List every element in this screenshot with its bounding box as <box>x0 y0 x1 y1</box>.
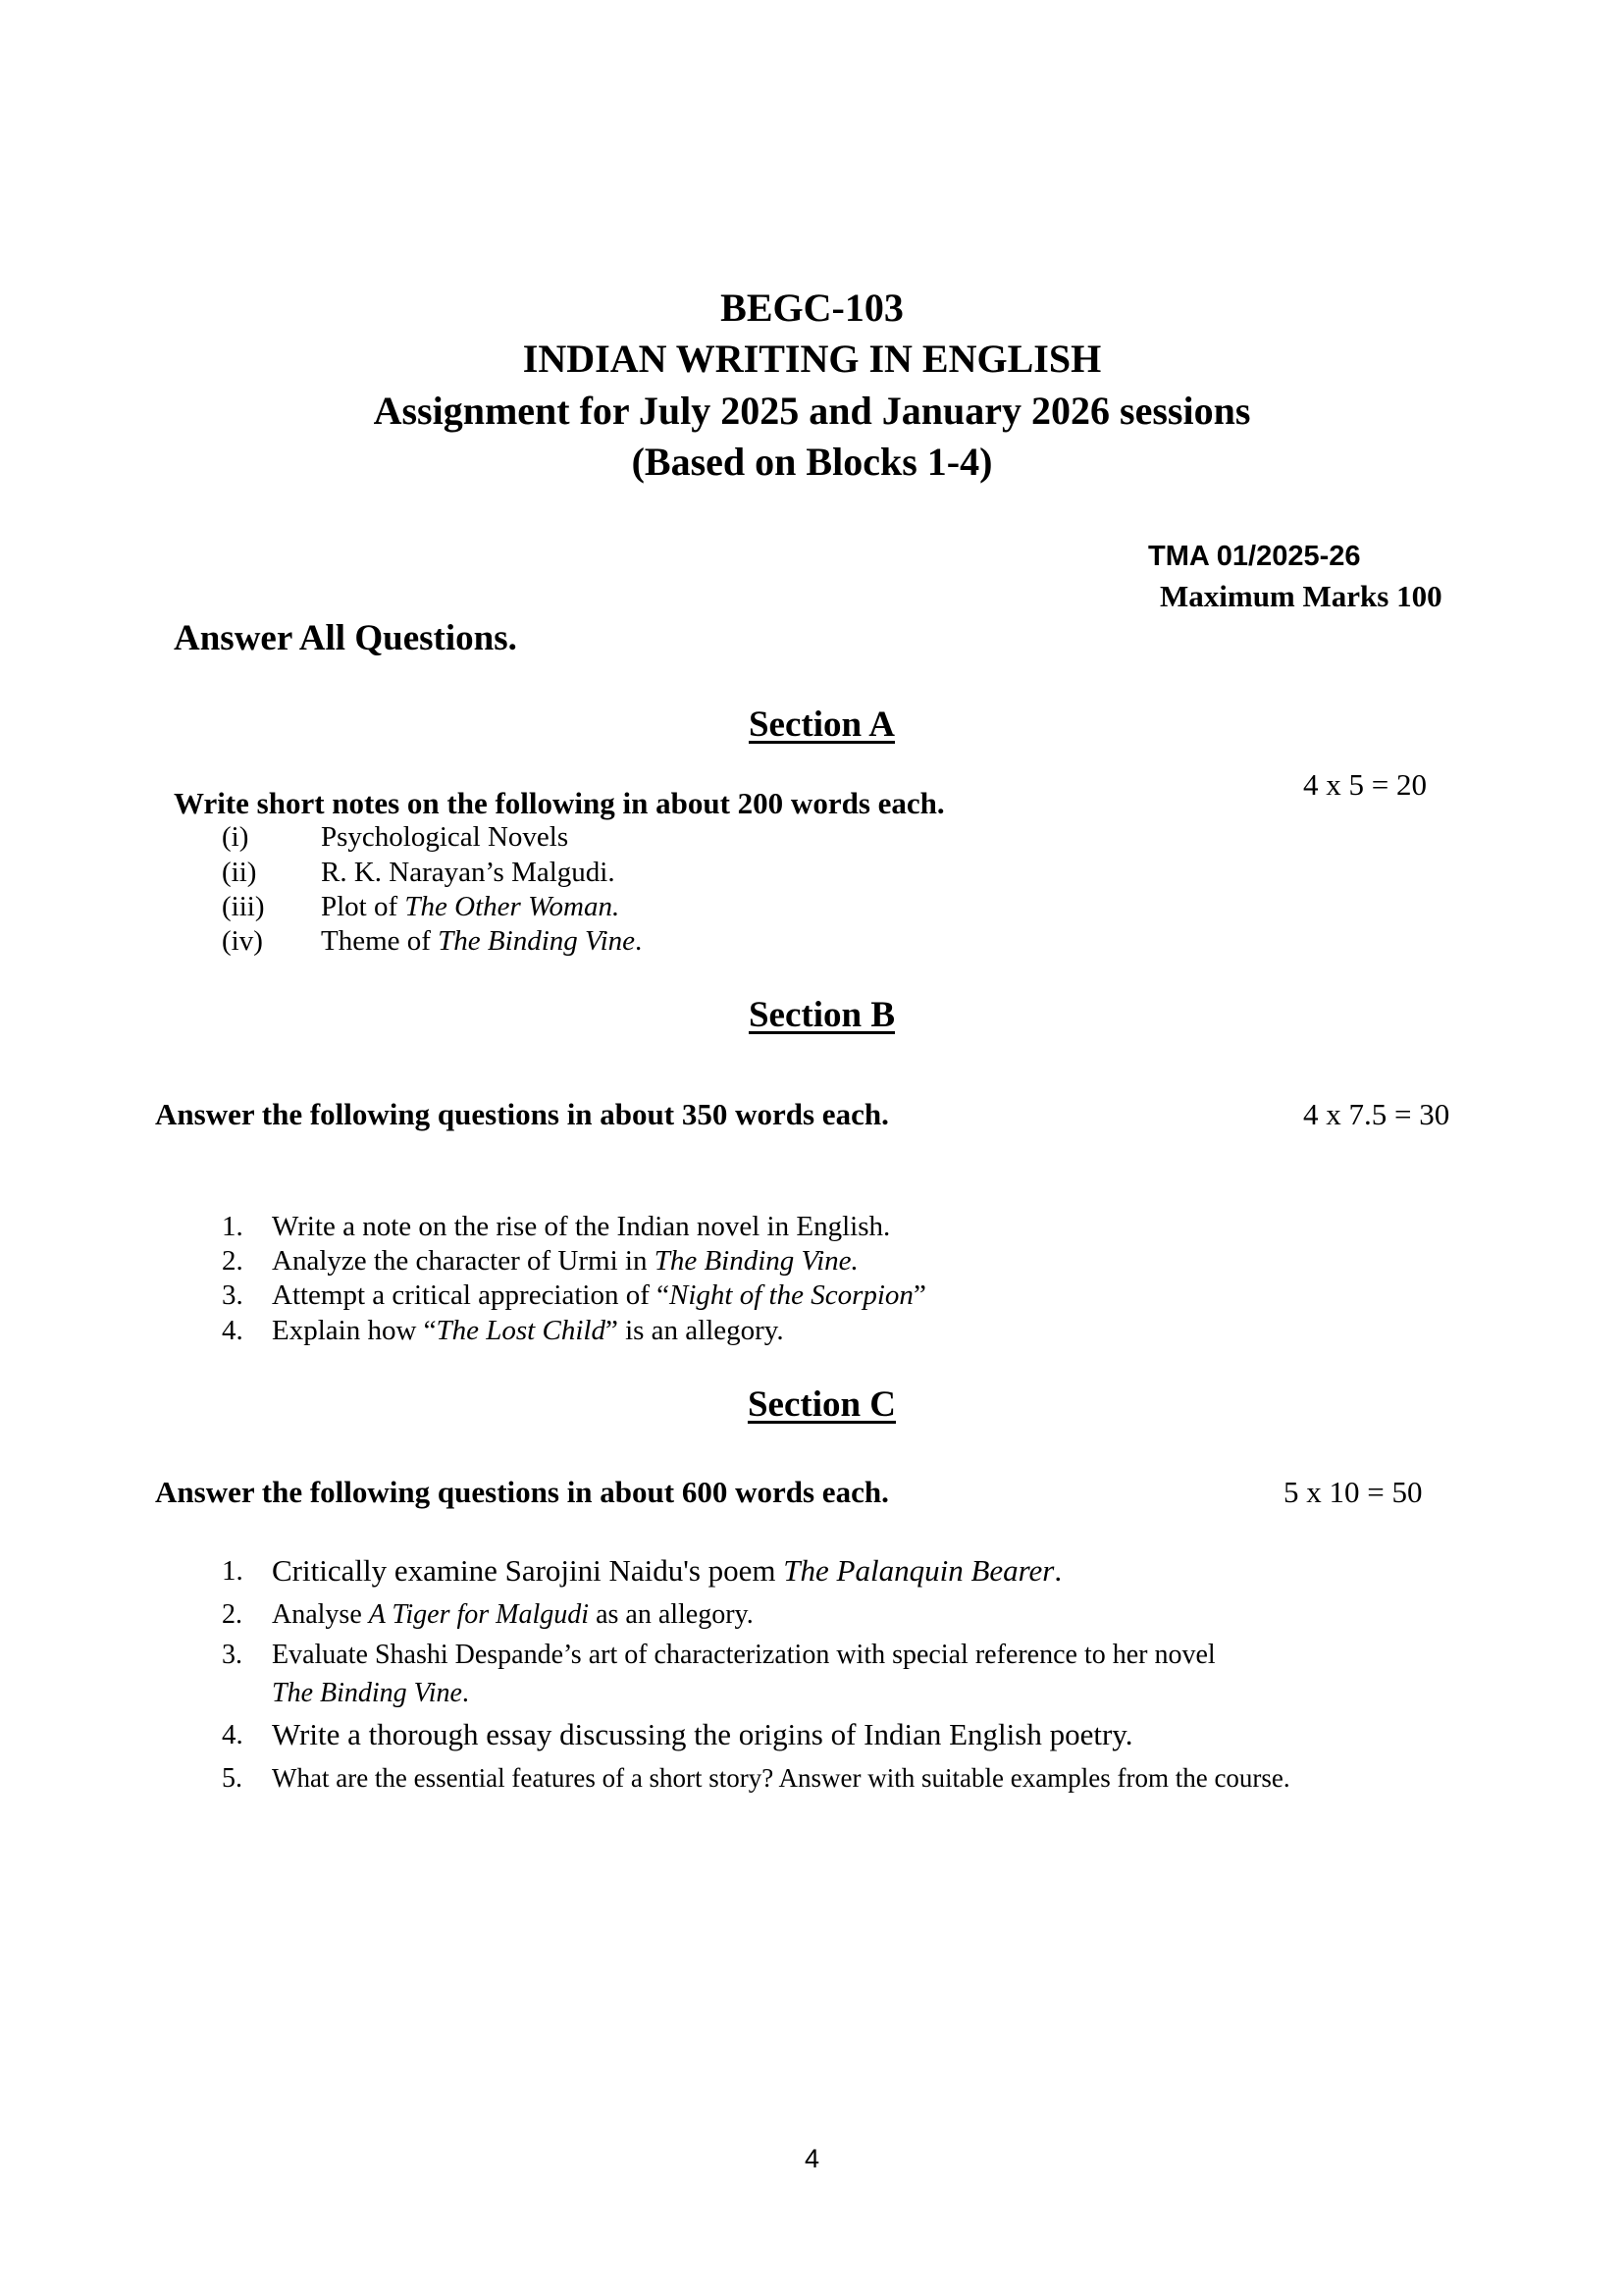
item-text: Attempt a critical appreciation of “Night of the Scorpion” <box>272 1279 926 1311</box>
assignment-sessions: Assignment for July 2025 and January 2026 sessions <box>373 389 1251 433</box>
section-b-instruction: Answer the following questions in about 350 words each. <box>155 1097 889 1131</box>
section-c-heading: Section C <box>747 1384 897 1425</box>
item-number: 2. <box>222 1245 243 1277</box>
item-text: Psychological Novels <box>321 821 569 853</box>
item-text: Write a note on the rise of the Indian novel in English. <box>272 1211 891 1242</box>
item-number: 3. <box>222 1640 242 1670</box>
item-number: 3. <box>222 1279 243 1311</box>
item-number: 1. <box>222 1211 243 1242</box>
section-c-marks: 5 x 10 = 50 <box>1283 1475 1423 1509</box>
section-a-marks: 4 x 5 = 20 <box>1303 767 1427 802</box>
tma-code: TMA 01/2025-26 <box>1148 541 1361 572</box>
item-number: 5. <box>222 1763 242 1794</box>
section-a-heading: Section A <box>748 704 896 745</box>
section-b-heading: Section B <box>748 995 896 1035</box>
section-b-marks: 4 x 7.5 = 30 <box>1303 1097 1450 1131</box>
item-text: Analyse A Tiger for Malgudi as an allegory. <box>272 1599 754 1630</box>
section-c-instruction: Answer the following questions in about 600 words each. <box>155 1475 889 1509</box>
item-number: 2. <box>222 1599 242 1630</box>
answer-all-instruction: Answer All Questions. <box>174 618 517 658</box>
item-text: Analyze the character of Urmi in The Binding Vine. <box>272 1245 859 1277</box>
item-number: 4. <box>222 1315 243 1346</box>
item-number: 1. <box>222 1555 243 1587</box>
item-text: The Binding Vine. <box>272 1678 469 1708</box>
item-number: (ii) <box>222 857 257 888</box>
item-number: (i) <box>222 821 249 853</box>
item-text: Explain how “The Lost Child” is an allegory. <box>272 1315 784 1346</box>
item-text: Write a thorough essay discussing the origins of Indian English poetry. <box>272 1717 1133 1751</box>
course-title: INDIAN WRITING IN ENGLISH <box>522 337 1102 381</box>
item-text: R. K. Narayan’s Malgudi. <box>321 857 615 888</box>
item-text: What are the essential features of a short story? Answer with suitable examples from the course. <box>272 1763 1290 1793</box>
item-text: Plot of The Other Woman. <box>321 891 620 922</box>
blocks-note: (Based on Blocks 1-4) <box>631 440 993 484</box>
item-number: (iii) <box>222 891 265 922</box>
item-number: 4. <box>222 1719 243 1750</box>
section-a-instruction: Write short notes on the following in about 200 words each. <box>174 786 945 820</box>
item-text: Critically examine Sarojini Naidu's poem The Palanquin Bearer. <box>272 1553 1063 1588</box>
item-text: Evaluate Shashi Despande’s art of characterization with special reference to her novel <box>272 1640 1216 1670</box>
maximum-marks: Maximum Marks 100 <box>1160 579 1442 613</box>
item-text: Theme of The Binding Vine. <box>321 925 643 957</box>
course-code: BEGC-103 <box>720 286 904 330</box>
page-number: 4 <box>804 2144 820 2173</box>
item-number: (iv) <box>222 925 263 957</box>
